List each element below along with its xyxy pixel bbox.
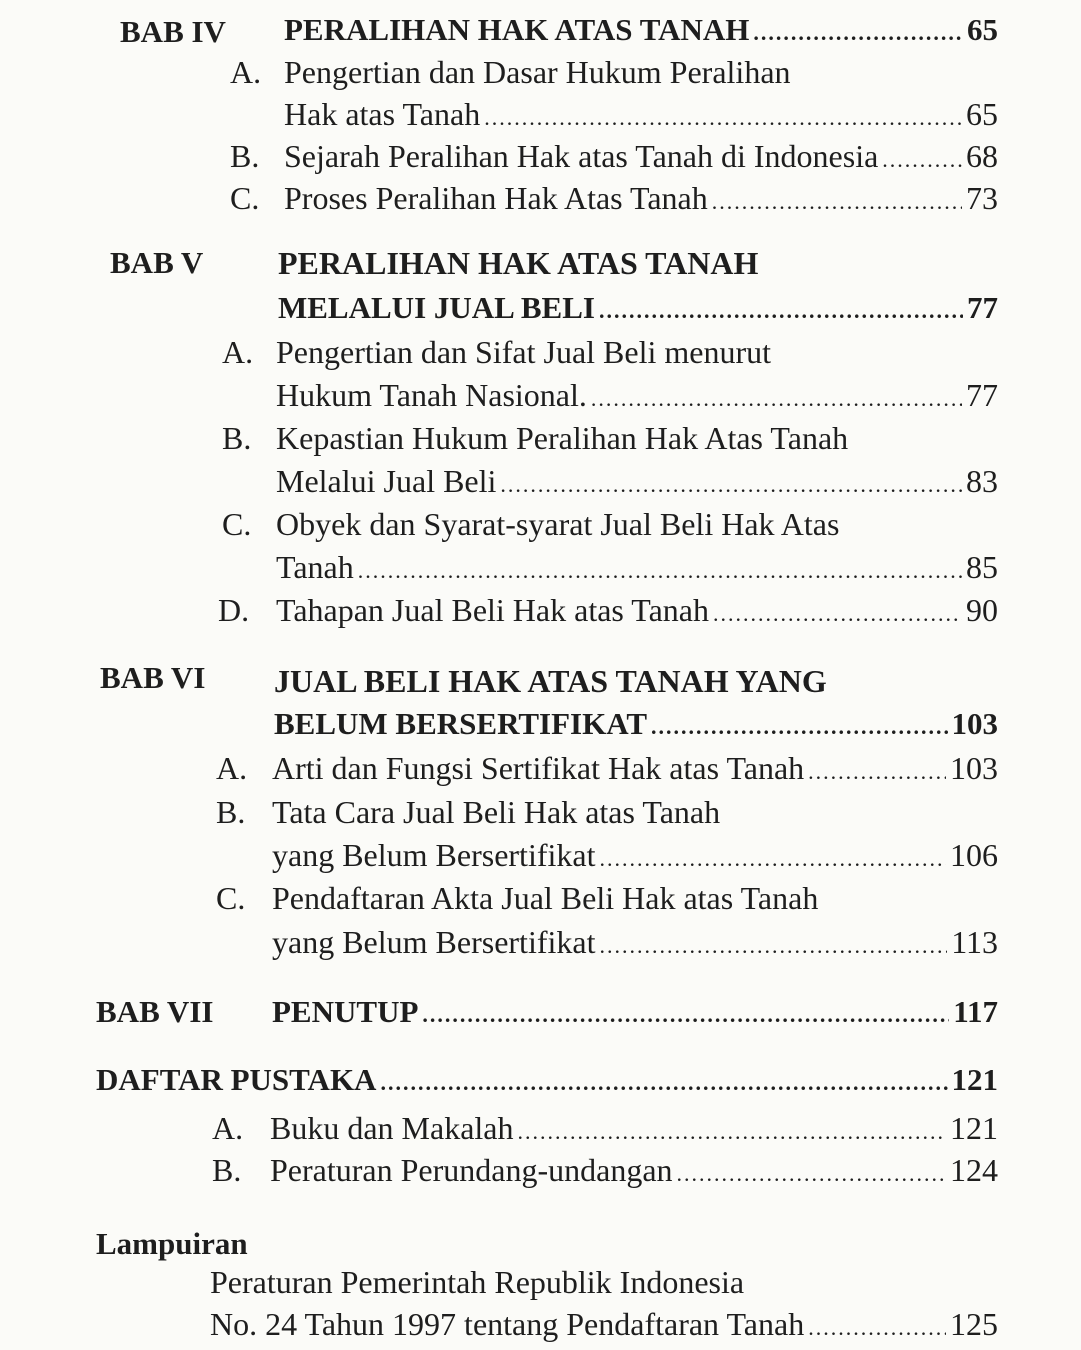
leader-dots — [380, 1070, 947, 1096]
page-number: 90 — [966, 592, 998, 628]
item-letter: A. — [212, 1110, 244, 1146]
page-number: 117 — [953, 994, 998, 1029]
page-number: 103 — [951, 706, 998, 741]
entry-text: DAFTAR PUSTAKA — [96, 1062, 377, 1097]
item-line — [276, 377, 998, 421]
item-text-line: Pengertian dan Dasar Hukum Peralihan — [284, 54, 791, 90]
item-line — [284, 138, 998, 182]
chapter-label: BAB IV — [120, 14, 226, 49]
leader-dots — [599, 846, 946, 872]
entry-text: Tahapan Jual Beli Hak atas Tanah — [276, 592, 709, 628]
page-number: 77 — [967, 290, 998, 325]
entry-text: PENUTUP — [272, 994, 419, 1029]
item-letter: C. — [222, 506, 252, 542]
chapter-label: BAB V — [110, 245, 204, 280]
item-text-line: Peraturan Pemerintah Republik Indonesia — [210, 1264, 745, 1300]
page-number: 73 — [966, 180, 998, 216]
chapter-title-line: JUAL BELI HAK ATAS TANAH YANG — [274, 663, 827, 699]
page-number: 121 — [950, 1110, 998, 1146]
page-number: 106 — [950, 837, 998, 873]
page-number: 65 — [966, 96, 998, 132]
item-text-line: Pengertian dan Sifat Jual Beli menurut — [276, 334, 771, 370]
leader-dots — [484, 105, 962, 131]
entry-text: PERALIHAN HAK ATAS TANAH — [284, 12, 750, 47]
item-line — [276, 463, 998, 507]
leader-dots — [677, 1161, 946, 1187]
entry-text: MELALUI JUAL BELI — [278, 290, 595, 325]
page-number: 65 — [967, 12, 998, 47]
item-letter: D. — [218, 592, 250, 628]
chapter-title-line: PERALIHAN HAK ATAS TANAH — [278, 245, 759, 281]
entry-text: Tanah — [276, 549, 354, 585]
item-letter: C. — [216, 880, 246, 916]
item-letter: A. — [216, 750, 248, 786]
leader-dots — [808, 759, 946, 785]
entry-text: Peraturan Perundang-undangan — [270, 1152, 673, 1188]
page-number: 124 — [950, 1152, 998, 1188]
leader-dots — [882, 147, 962, 173]
item-line — [270, 1152, 998, 1196]
item-line — [276, 592, 998, 636]
entry-text: yang Belum Bersertifikat — [272, 924, 596, 960]
entry-text: Hukum Tanah Nasional. — [276, 377, 587, 413]
item-letter: B. — [230, 138, 260, 174]
leader-dots — [591, 386, 962, 412]
item-letter: B. — [216, 794, 246, 830]
entry-text: Proses Peralihan Hak Atas Tanah — [284, 180, 708, 216]
item-text-line: Kepastian Hukum Peralihan Hak Atas Tanah — [276, 420, 849, 456]
leader-dots — [500, 472, 962, 498]
bibliography-title-line — [96, 1062, 998, 1106]
item-letter: A. — [230, 54, 262, 90]
leader-dots — [651, 714, 948, 740]
item-line — [284, 96, 998, 140]
item-letter: B. — [212, 1152, 242, 1188]
chapter-label: BAB VI — [100, 660, 206, 695]
item-line — [270, 1110, 998, 1154]
page-number: 121 — [951, 1062, 998, 1097]
page-number: 68 — [966, 138, 998, 174]
chapter-title-line — [278, 290, 998, 334]
item-line — [272, 837, 998, 881]
leader-dots — [358, 558, 962, 584]
page-number: 113 — [951, 924, 998, 960]
entry-text: yang Belum Bersertifikat — [272, 837, 596, 873]
page-number: 125 — [950, 1306, 998, 1342]
item-letter: C. — [230, 180, 260, 216]
page-number: 103 — [950, 750, 998, 786]
chapter-title-line — [274, 706, 998, 750]
item-letter: A. — [222, 334, 254, 370]
appendix-title: Lampuiran — [96, 1226, 248, 1261]
item-line — [284, 180, 998, 224]
item-line — [276, 549, 998, 593]
leader-dots — [713, 601, 962, 627]
leader-dots — [753, 20, 963, 46]
chapter-title-line — [284, 12, 998, 56]
leader-dots — [712, 189, 962, 215]
chapter-label: BAB VII — [96, 994, 214, 1029]
page-number: 85 — [966, 549, 998, 585]
leader-dots — [422, 1002, 949, 1028]
entry-text: No. 24 Tahun 1997 tentang Pendaftaran Tanah — [210, 1306, 805, 1342]
entry-text: Buku dan Makalah — [270, 1110, 514, 1146]
entry-text: BELUM BERSERTIFIKAT — [274, 706, 647, 741]
item-line — [272, 924, 998, 968]
item-text-line: Obyek dan Syarat-syarat Jual Beli Hak Atas — [276, 506, 840, 542]
page-number: 83 — [966, 463, 998, 499]
page-number: 77 — [966, 377, 998, 413]
entry-text: Sejarah Peralihan Hak atas Tanah di Indonesia — [284, 138, 879, 174]
item-line — [210, 1306, 998, 1350]
leader-dots — [599, 298, 963, 324]
leader-dots — [599, 933, 947, 959]
entry-text: Melalui Jual Beli — [276, 463, 497, 499]
item-text-line: Pendaftaran Akta Jual Beli Hak atas Tanah — [272, 880, 819, 916]
entry-text: Hak atas Tanah — [284, 96, 481, 132]
entry-text: Arti dan Fungsi Sertifikat Hak atas Tanah — [272, 750, 805, 786]
item-line — [272, 750, 998, 794]
chapter-title-line — [272, 994, 998, 1038]
leader-dots — [518, 1119, 947, 1145]
leader-dots — [808, 1315, 946, 1341]
item-text-line: Tata Cara Jual Beli Hak atas Tanah — [272, 794, 721, 830]
item-letter: B. — [222, 420, 252, 456]
